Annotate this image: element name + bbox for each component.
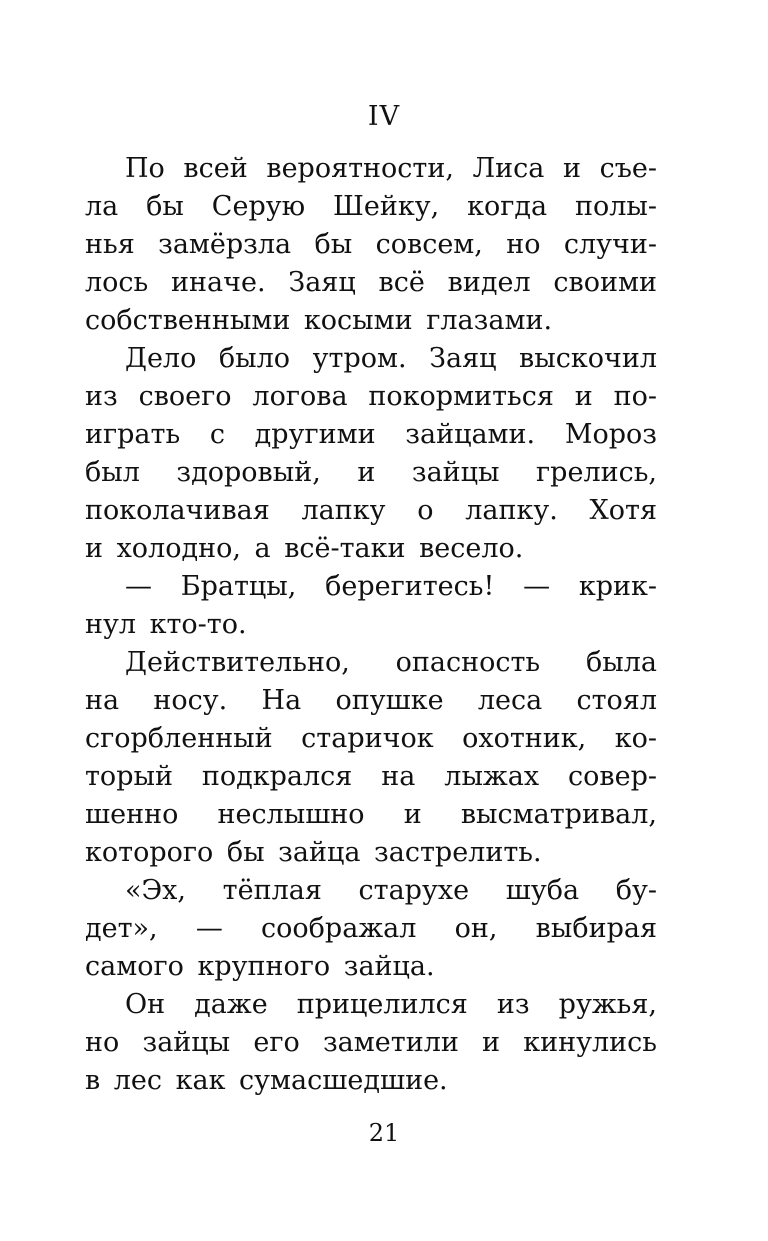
text-line: но зайцы его заметили и кинулись bbox=[85, 1027, 657, 1058]
chapter-heading: IV bbox=[367, 101, 401, 132]
text-line: поколачивая лапку о лапку. Хотя bbox=[85, 495, 657, 526]
text-line: которого бы зайца застрелить. bbox=[85, 837, 542, 868]
text-line: самого крупного зайца. bbox=[85, 951, 435, 982]
text-line: Действительно, опасность была bbox=[125, 647, 657, 678]
text-line: на носу. На опушке леса стоял bbox=[85, 685, 657, 716]
text-line: собственными косыми глазами. bbox=[85, 305, 553, 336]
text-line: дет», — соображал он, выбирая bbox=[85, 913, 657, 944]
text-line: нул кто-то. bbox=[85, 609, 247, 640]
text-line: Он даже прицелился из ружья, bbox=[125, 989, 657, 1020]
text-line: был здоровый, и зайцы грелись, bbox=[85, 457, 657, 488]
text-line: «Эх, тёплая старухе шуба бу- bbox=[125, 875, 657, 906]
text-line: сгорбленный старичок охотник, ко- bbox=[85, 723, 657, 754]
text-line: торый подкрался на лыжах совер- bbox=[85, 761, 657, 792]
text-line: играть с другими зайцами. Мороз bbox=[85, 419, 657, 450]
body-text bbox=[85, 150, 657, 1100]
page-number: 21 bbox=[368, 1119, 400, 1147]
text-line: в лес как сумасшедшие. bbox=[85, 1065, 448, 1096]
text-line: шенно неслышно и высматривал, bbox=[85, 799, 657, 830]
text-line: — Братцы, берегитесь! — крик- bbox=[125, 571, 657, 602]
text-line: ла бы Серую Шейку, когда полы- bbox=[85, 191, 657, 222]
text-line: из своего логова покормиться и по- bbox=[85, 381, 657, 412]
text-line: нья замёрзла бы совсем, но случи- bbox=[85, 229, 657, 260]
text-line: лось иначе. Заяц всё видел своими bbox=[85, 267, 657, 298]
text-line: Дело было утром. Заяц выскочил bbox=[125, 343, 657, 374]
text-line: и холодно, а всё-таки весело. bbox=[85, 533, 524, 564]
text-line: По всей вероятности, Лиса и съе- bbox=[125, 153, 657, 184]
